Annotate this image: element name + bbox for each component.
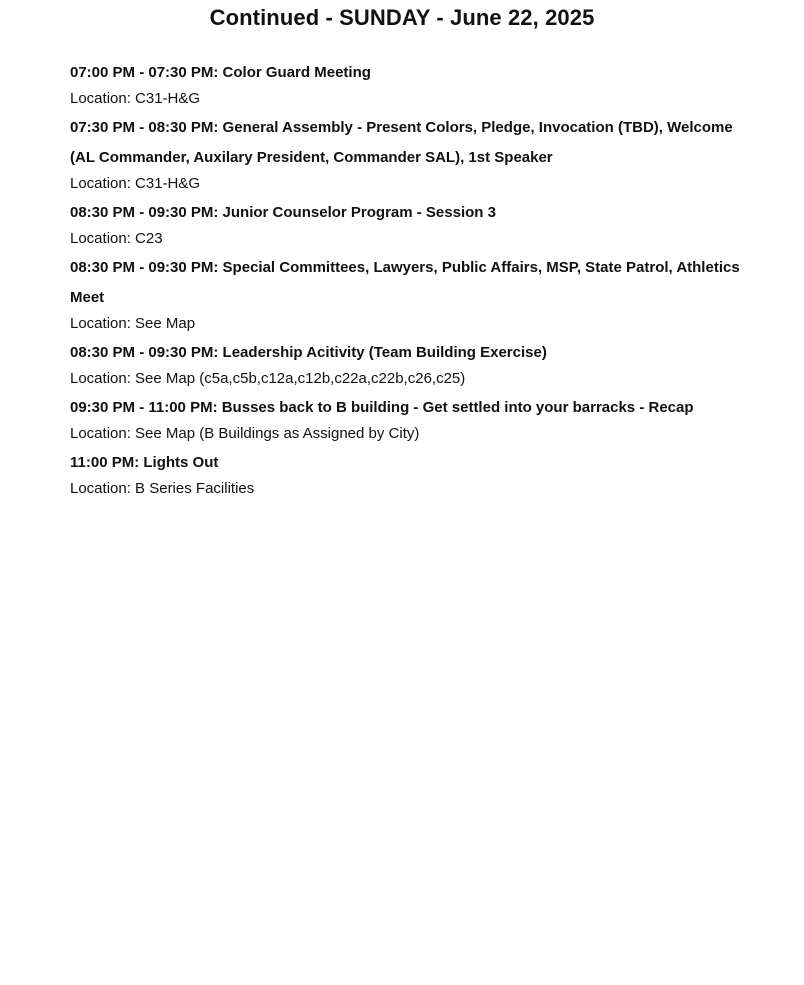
event-title: 07:00 PM - 07:30 PM: Color Guard Meeting bbox=[70, 64, 371, 81]
event-location: Location: C31-H&G bbox=[70, 175, 201, 192]
event-title: 09:30 PM - 11:00 PM: Busses back to B building - Get settled into your barracks - Recap bbox=[70, 399, 694, 416]
event-title: 08:30 PM - 09:30 PM: Junior Counselor Program - Session 3 bbox=[70, 204, 496, 221]
event-title: 11:00 PM: Lights Out bbox=[70, 454, 219, 471]
schedule-entry bbox=[70, 448, 750, 500]
page-title: Continued - SUNDAY - June 22, 2025 bbox=[209, 5, 595, 30]
event-location: Location: B Series Facilities bbox=[70, 480, 255, 497]
event-location: Location: C23 bbox=[70, 230, 163, 247]
schedule-entry bbox=[70, 58, 750, 110]
schedule-entry bbox=[70, 393, 750, 445]
schedule-entry bbox=[70, 253, 750, 335]
event-location: Location: See Map (c5a,c5b,c12a,c12b,c22a,c22b,c26,c25) bbox=[70, 370, 466, 387]
event-location: Location: See Map (B Buildings as Assigned by City) bbox=[70, 425, 420, 442]
schedule-entry bbox=[70, 338, 750, 390]
schedule-entry bbox=[70, 198, 750, 250]
schedule-list bbox=[70, 58, 750, 503]
event-title: 08:30 PM - 09:30 PM: Special Committees, Lawyers, Public Affairs, MSP, State Patrol, Athletics Meet bbox=[70, 259, 740, 306]
event-title: 07:30 PM - 08:30 PM: General Assembly - Present Colors, Pledge, Invocation (TBD), Welcome (AL Commander, Auxilary President, Commander SAL), 1st Speaker bbox=[70, 119, 733, 166]
event-title: 08:30 PM - 09:30 PM: Leadership Acitivity (Team Building Exercise) bbox=[70, 344, 547, 361]
event-location: Location: See Map bbox=[70, 315, 196, 332]
schedule-entry bbox=[70, 113, 750, 195]
event-location: Location: C31-H&G bbox=[70, 90, 201, 107]
